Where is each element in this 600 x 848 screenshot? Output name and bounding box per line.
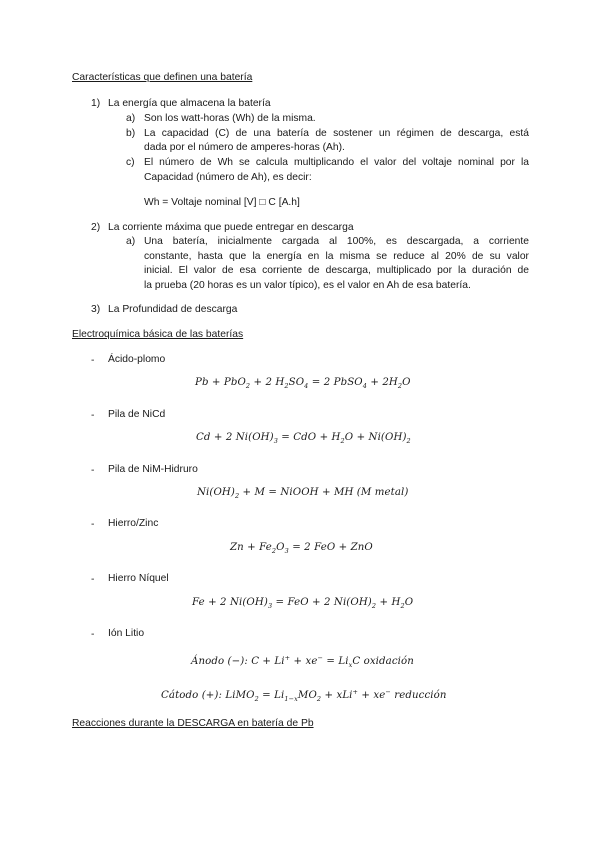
equation-nimh: $Ni(OH)_2 + M$ = NiOOH + MH (M metal): [197, 487, 409, 500]
list-item-depth-of-discharge: La Profundidad de descarga: [108, 304, 238, 315]
section-heading-battery-characteristics: Características que definen una batería: [72, 72, 253, 83]
bullet-dash: -: [91, 465, 95, 476]
list-item-max-current: La corriente máxima que puede entregar en descarga: [108, 222, 354, 233]
sublist-text: constante, hasta que la energía en la misma se reduce al 20% de su valor: [144, 251, 529, 262]
sublist-text: Son los watt-horas (Wh) de la misma.: [144, 113, 316, 124]
bullet-dash: -: [91, 574, 95, 585]
chem-label-nimh: Pila de NiM-Hidruro: [108, 464, 198, 475]
equation-cathode: Cátodo (+): LiMO$_2$ = $Li_{1-x}MO_2 + xLi^+ + xe^-$ reducción: [161, 688, 447, 703]
equation-iron-nickel: Fe + 2 $Ni(OH)_3$ = FeO + 2 $Ni(OH)_2 + H_2O$: [192, 597, 414, 610]
chem-label-nicd: Pila de NiCd: [108, 409, 166, 420]
sublist-text: la prueba (20 horas es un valor típico), es el valor en Ah de esa batería.: [144, 280, 471, 291]
list-number: 2): [91, 222, 101, 233]
list-item-energy: La energía que almacena la batería: [108, 98, 271, 109]
energy-formula: Wh = Voltaje nominal [V] □ C [A.h]: [144, 197, 300, 208]
bullet-dash: -: [91, 355, 95, 366]
sublist-label: a): [126, 113, 136, 124]
equation-anode: Ánodo (−): $C + Li^+ + xe^- = Li_xC$ oxidación: [191, 654, 414, 669]
equation-lead-acid: Pb + PbO$_2$ + 2 $H_2SO_4 = 2$ PbSO$_4$ + $2H_2O$: [195, 377, 411, 390]
sublist-text: El número de Wh se calcula multiplicando el valor del voltaje nominal por la: [144, 157, 529, 168]
bullet-dash: -: [91, 629, 95, 640]
chem-label-lead-acid: Ácido-plomo: [108, 354, 166, 365]
sublist-label: a): [126, 236, 136, 247]
sublist-text: inicial. El valor de esa corriente de descarga, multiplicado por la duración de: [144, 265, 529, 276]
equation-iron-zinc: $Zn + Fe_2O_3 = 2$ FeO + ZnO: [230, 542, 373, 555]
bullet-dash: -: [91, 410, 95, 421]
section-heading-discharge-reactions: Reacciones durante la DESCARGA en batería de Pb: [72, 718, 314, 729]
bullet-dash: -: [91, 519, 95, 530]
chem-label-iron-nickel: Hierro Níquel: [108, 573, 169, 584]
section-heading-electrochemistry: Electroquímica básica de las baterías: [72, 329, 244, 340]
sublist-text: Una batería, inicialmente cargada al 100%, es descargada, a corriente: [144, 236, 529, 247]
sublist-label: b): [126, 128, 136, 139]
chem-label-iron-zinc: Hierro/Zinc: [108, 518, 159, 529]
list-number: 3): [91, 304, 101, 315]
list-number: 1): [91, 98, 101, 109]
equation-nicd: Cd + 2 $Ni(OH)_3$ = CdO + $H_2O + Ni(OH)_2$: [196, 432, 411, 445]
sublist-text: Capacidad (número de Ah), es decir:: [144, 172, 312, 183]
sublist-text: La capacidad (C) de una batería de sostener un régimen de descarga, está: [144, 128, 529, 139]
sublist-label: c): [126, 157, 135, 168]
chem-label-lithium-ion: Ión Litio: [108, 628, 145, 639]
sublist-text: dada por el número de amperes-horas (Ah).: [144, 142, 345, 153]
